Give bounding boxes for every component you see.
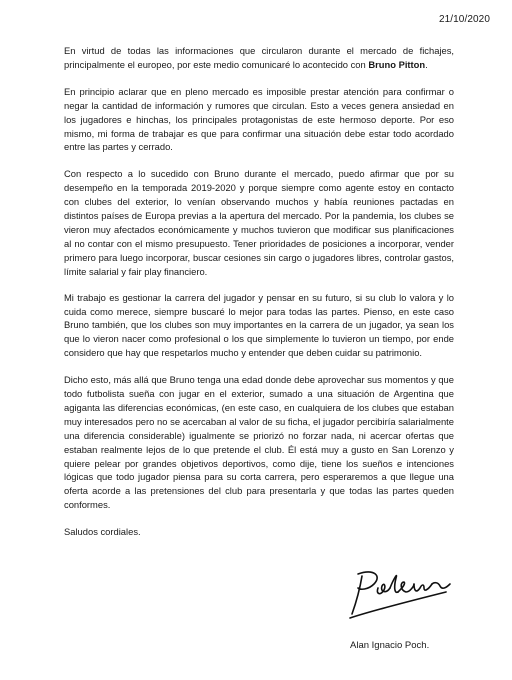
signer-name: Alan Ignacio Poch. — [350, 640, 430, 651]
handwritten-signature — [348, 568, 458, 628]
paragraph-agent-role: Mi trabajo es gestionar la carrera del jugador y pensar en su futuro, si su club lo valora y lo cuida como merece, siempre buscaré lo mejor para todas las partes. Pienso, en este caso Bruno también, que los clubes son muy importantes en la carrera de un jugador, ya sean los que lo vieron nacer como profesional o los que simplemente lo tuvieron un tiempo, por ende considero que hay que respetarlos mucho y entender que deben cuidar su patrimonio. — [64, 291, 454, 359]
intro-text: En virtud de todas las informaciones que circularon durante el mercado de fichajes, principalmente el europeo, por este medio comunicaré lo acontecido con — [64, 45, 454, 70]
intro-end: . — [425, 58, 428, 70]
player-name: Bruno Pitton — [368, 58, 426, 70]
letter-body — [64, 44, 454, 552]
closing-greeting: Saludos cordiales. — [64, 526, 141, 538]
paragraph-market-info: En principio aclarar que en pleno mercado es imposible prestar atención para confirmar o negar la cantidad de información y rumores que circulan. Esto a veces genera ansiedad en los jugadores e hinchas, los principales protagonistas de este hermoso deporte. Por eso mismo, mi forma de trabajar es que para confirmar una situación debe estar todo acordado entre las partes y cerrado. — [64, 85, 454, 153]
letter-date: 21/10/2020 — [438, 14, 490, 25]
paragraph-intro — [64, 44, 454, 72]
paragraph-conclusion: Dicho esto, más allá que Bruno tenga una edad donde debe aprovechar sus momentos y que todo futbolista sueña con jugar en el exterior, sumado a una situación de Argentina que agiganta las diferencias económicas, (en este caso, en cualquiera de los clubes que estaban muy interesados pero no se acercaban al valor de su ficha, el jugador percibiría salarialmente una diferencia considerable) igualmente se priorizó no forzar nada, ni acercar ofertas que estaban realmente lejos de lo que pretende el club. Él está muy a gusto en San Lorenzo y quiere pelear por grandes objetivos deportivos, como dije, tiene los sueños e intenciones lógicas que todo jugador piensa para su corta carrera, pero esperaremos a que llegue una oferta acorde a las pretensiones del club para presentarla y que todas las partes queden conformes. — [64, 374, 454, 511]
paragraph-transfer-window: Con respecto a lo sucedido con Bruno durante el mercado, puedo afirmar que por su desempeño en la temporada 2019-2020 y porque siempre como agente estoy en contacto con clubes del exterior, lo venían observando muchos y había reuniones pactadas en distintos países de Europa previas a la apertura del mercado. Por la pandemia, los clubes se vieron muy afectados económicamente y muchos tuvieron que modificar sus planificaciones al no contar con el mismo presupuesto. Tener prioridades de posiciones a incorporar, vender primero para luego incorporar, buscar cesiones sin cargo o jugadores libres, controlar gastos, límite salarial y fair play financiero. — [64, 168, 454, 277]
